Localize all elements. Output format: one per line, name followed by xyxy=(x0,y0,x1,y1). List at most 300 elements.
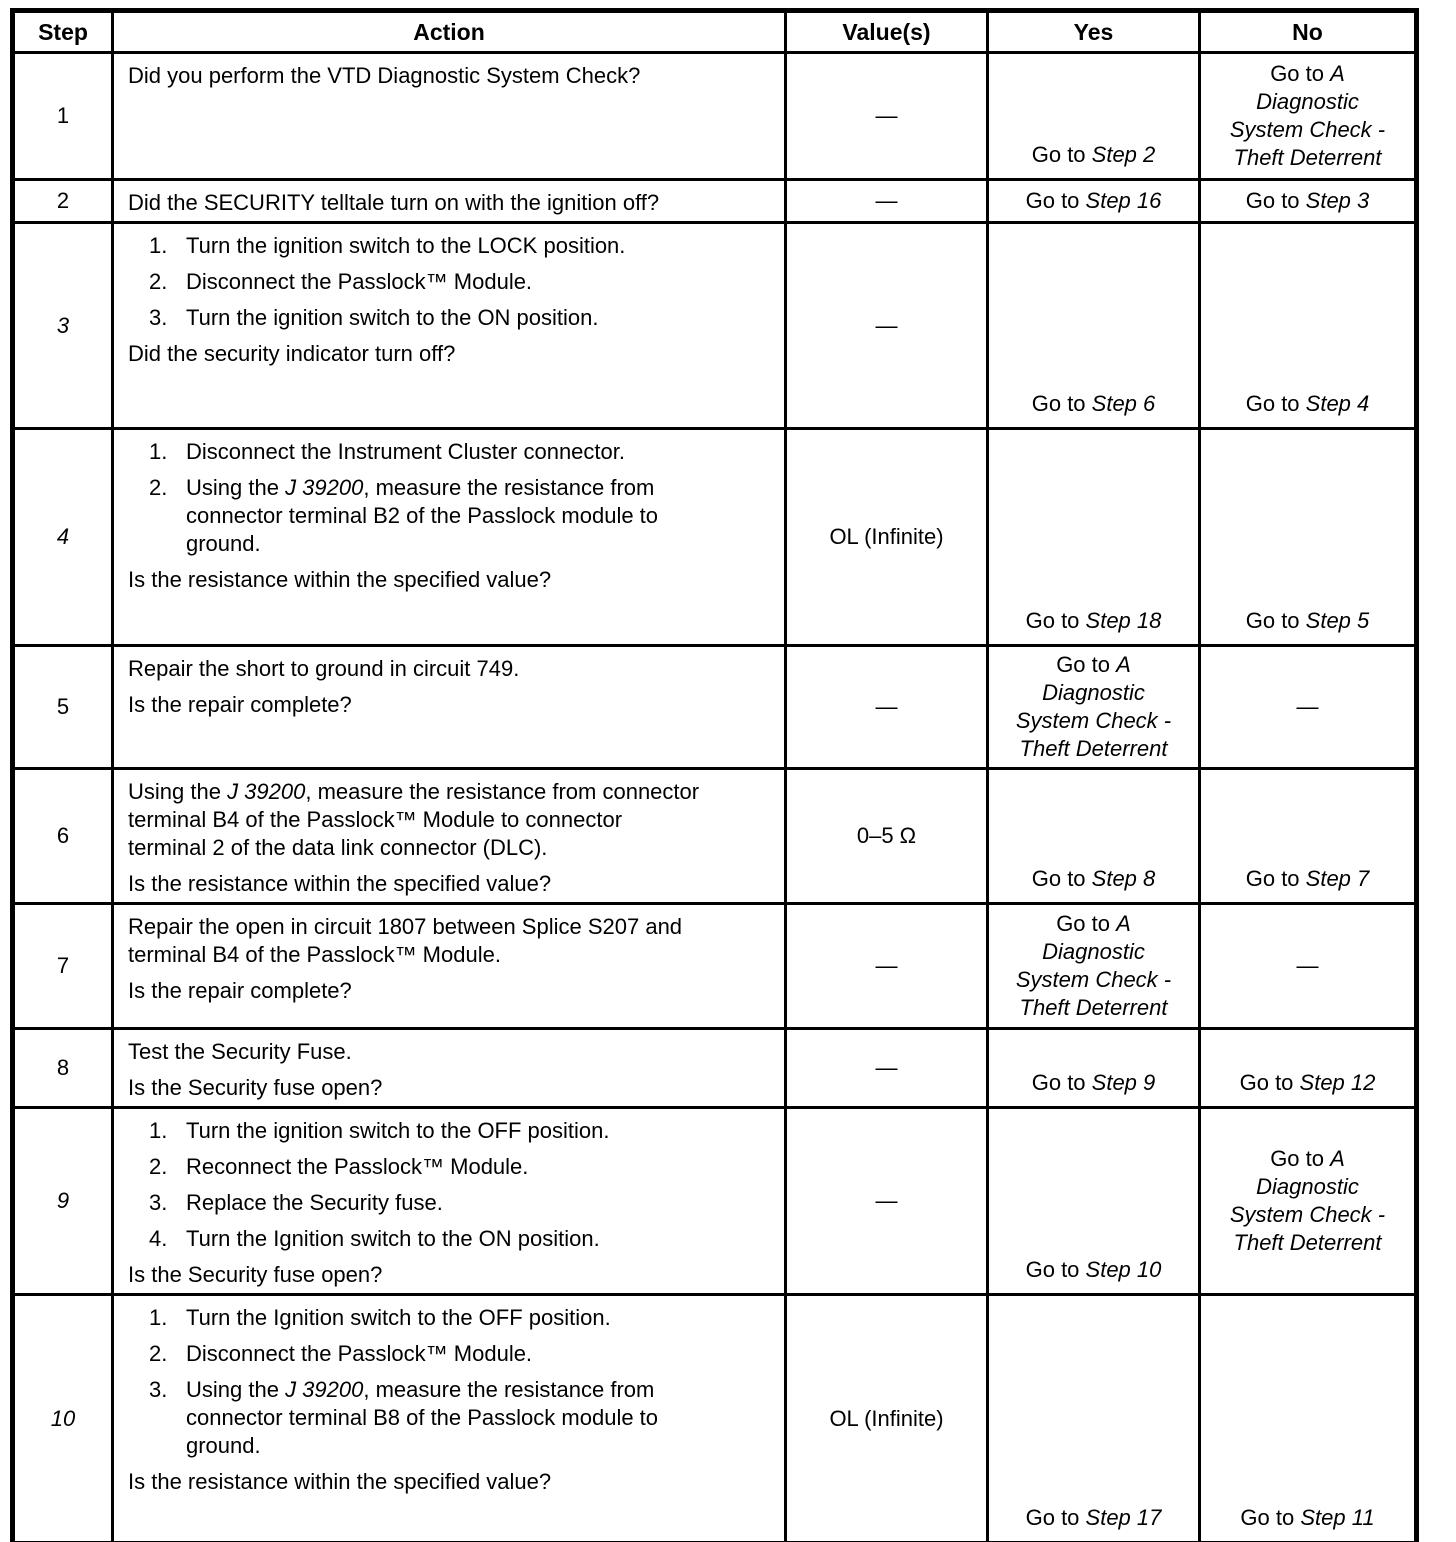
item-text xyxy=(186,1376,770,1460)
diagnostic-table xyxy=(10,8,1419,1542)
text-line xyxy=(128,62,770,90)
cell-line xyxy=(1209,88,1406,116)
yes-cell xyxy=(988,904,1200,1029)
no-cell xyxy=(1200,646,1417,769)
yes-cell xyxy=(988,180,1200,223)
action-paragraph xyxy=(128,1074,770,1102)
step-cell xyxy=(13,1295,113,1542)
text-segment: connector terminal B2 of the Passlock module to xyxy=(186,503,659,528)
text-line xyxy=(128,834,770,862)
table-row xyxy=(13,223,1417,429)
text-segment: Is the resistance within the specified value? xyxy=(128,567,552,592)
text-segment: Go to xyxy=(1025,1257,1086,1282)
text-segment: Step 18 xyxy=(1085,608,1162,633)
text-segment: Go to xyxy=(1270,61,1331,86)
action-paragraph xyxy=(128,62,770,90)
text-segment: , measure the resistance from xyxy=(363,475,655,500)
text-segment: 8 xyxy=(56,1055,70,1080)
value-cell xyxy=(786,1029,988,1108)
text-segment: — xyxy=(875,103,898,128)
step-cell xyxy=(13,53,113,180)
item-text xyxy=(186,1304,770,1332)
cell-line xyxy=(1209,1173,1406,1201)
cell-line xyxy=(997,141,1190,169)
cell-line xyxy=(1209,60,1406,88)
text-segment: Did you perform the VTD Diagnostic System Check? xyxy=(128,63,641,88)
text-segment: Step 11 xyxy=(1300,1505,1375,1530)
action-numbered-item xyxy=(128,1376,770,1460)
action-paragraph xyxy=(128,1261,770,1289)
action-paragraph xyxy=(128,566,770,594)
text-line xyxy=(128,1468,770,1496)
text-segment: Turn the ignition switch to the OFF position. xyxy=(186,1118,610,1143)
action-cell xyxy=(113,646,786,769)
cell-line xyxy=(997,679,1190,707)
cell-line xyxy=(795,822,978,850)
item-number: 1. xyxy=(149,233,168,258)
step-cell xyxy=(13,1108,113,1295)
cell-line xyxy=(795,312,978,340)
text-segment: A xyxy=(1116,911,1131,936)
text-line xyxy=(128,941,770,969)
text-segment: J 39200 xyxy=(285,1377,364,1402)
cell-line xyxy=(997,607,1190,635)
text-segment: ground. xyxy=(186,1433,261,1458)
cell-line xyxy=(795,693,978,721)
value-cell xyxy=(786,769,988,904)
text-segment: Is the resistance within the specified value? xyxy=(128,1469,552,1494)
text-segment: Diagnostic xyxy=(1256,1174,1359,1199)
text-segment: Diagnostic xyxy=(1042,939,1145,964)
text-segment: Is the Security fuse open? xyxy=(128,1262,383,1287)
table-row xyxy=(13,1029,1417,1108)
text-segment: J 39200 xyxy=(285,475,364,500)
cell-line xyxy=(795,1187,978,1215)
item-number: 4. xyxy=(149,1226,168,1251)
text-segment: Theft Deterrent xyxy=(1233,145,1382,170)
text-segment: 6 xyxy=(56,823,70,848)
text-segment: Go to xyxy=(1245,866,1306,891)
action-paragraph xyxy=(128,1038,770,1066)
text-segment: Repair the short to ground in circuit 749. xyxy=(128,656,520,681)
action-numbered-item xyxy=(128,232,770,260)
item-number: 3. xyxy=(149,1190,168,1215)
action-cell xyxy=(113,1108,786,1295)
text-segment: Turn the Ignition switch to the ON position. xyxy=(186,1226,600,1251)
text-segment: System Check - xyxy=(1229,1202,1386,1227)
text-segment: Step 6 xyxy=(1091,391,1156,416)
text-segment: Go to xyxy=(1031,142,1092,167)
yes-cell xyxy=(988,429,1200,646)
item-number: 1. xyxy=(149,1305,168,1330)
text-line xyxy=(186,1304,770,1332)
cell-line xyxy=(997,707,1190,735)
item-number: 1. xyxy=(149,439,168,464)
text-segment: Go to xyxy=(1245,391,1306,416)
text-line xyxy=(186,438,770,466)
text-line xyxy=(128,1074,770,1102)
text-line xyxy=(128,977,770,1005)
cell-line xyxy=(1209,1229,1406,1257)
text-segment: A xyxy=(1330,61,1345,86)
column-header-step: Step xyxy=(13,11,113,53)
step-cell xyxy=(13,223,113,429)
item-text xyxy=(186,1117,770,1145)
table-row xyxy=(13,1108,1417,1295)
text-segment: Did the security indicator turn off? xyxy=(128,341,456,366)
cell-line xyxy=(997,1504,1190,1532)
action-paragraph xyxy=(128,655,770,683)
text-segment: Go to xyxy=(1239,1070,1300,1095)
action-paragraph xyxy=(128,913,770,969)
text-segment: 4 xyxy=(56,524,70,549)
text-segment: Is the Security fuse open? xyxy=(128,1075,383,1100)
text-segment: Go to xyxy=(1025,1505,1086,1530)
yes-cell xyxy=(988,1295,1200,1542)
no-cell xyxy=(1200,769,1417,904)
value-cell xyxy=(786,180,988,223)
action-cell xyxy=(113,1295,786,1542)
item-text xyxy=(186,438,770,466)
item-text xyxy=(186,304,770,332)
text-segment: Go to xyxy=(1245,608,1306,633)
yes-cell xyxy=(988,646,1200,769)
no-cell xyxy=(1200,53,1417,180)
text-segment: — xyxy=(875,1188,898,1213)
text-segment: , measure the resistance from connector xyxy=(305,779,700,804)
no-cell xyxy=(1200,1295,1417,1542)
text-segment: Reconnect the Passlock™ Module. xyxy=(186,1154,529,1179)
cell-line xyxy=(795,1405,978,1433)
text-segment: Repair the open in circuit 1807 between Splice S207 and xyxy=(128,914,683,939)
value-cell xyxy=(786,223,988,429)
text-segment: OL (Infinite) xyxy=(829,1405,944,1431)
item-number: 2. xyxy=(149,269,168,294)
item-text xyxy=(186,1153,770,1181)
column-header-action: Action xyxy=(113,11,786,53)
action-cell xyxy=(113,53,786,180)
action-paragraph xyxy=(128,340,770,368)
action-cell xyxy=(113,223,786,429)
no-cell xyxy=(1200,223,1417,429)
cell-line xyxy=(795,952,978,980)
text-segment: terminal B4 of the Passlock™ Module to connector xyxy=(128,807,623,832)
text-segment: 10 xyxy=(50,1405,76,1431)
cell-line xyxy=(1209,1504,1406,1532)
text-segment: Theft Deterrent xyxy=(1233,1230,1382,1255)
text-segment: terminal 2 of the data link connector (DLC). xyxy=(128,835,548,860)
text-segment: Go to xyxy=(1245,188,1306,213)
cell-line xyxy=(1209,116,1406,144)
text-segment: Step 2 xyxy=(1091,142,1156,167)
text-segment: Go to xyxy=(1031,866,1092,891)
text-segment: Step 8 xyxy=(1091,866,1156,891)
cell-line xyxy=(1209,390,1406,418)
item-number: 3. xyxy=(149,305,168,330)
value-cell xyxy=(786,646,988,769)
cell-line xyxy=(795,187,978,215)
text-segment: Go to xyxy=(1025,188,1086,213)
column-header-no: No xyxy=(1200,11,1417,53)
text-segment: Replace the Security fuse. xyxy=(186,1190,443,1215)
text-segment: 7 xyxy=(56,953,70,978)
item-number: 1. xyxy=(149,1118,168,1143)
table-header xyxy=(13,11,1417,53)
action-numbered-item xyxy=(128,1117,770,1145)
text-segment: — xyxy=(875,694,898,719)
cell-line xyxy=(1209,865,1406,893)
text-line xyxy=(128,655,770,683)
text-segment: Step 5 xyxy=(1305,608,1370,633)
text-segment: System Check - xyxy=(1015,708,1172,733)
cell-line xyxy=(997,651,1190,679)
text-segment: Using the xyxy=(128,779,228,804)
text-line xyxy=(186,1225,770,1253)
table-row xyxy=(13,769,1417,904)
action-numbered-item xyxy=(128,474,770,558)
text-segment: Go to xyxy=(1270,1146,1331,1171)
header-row xyxy=(13,11,1417,53)
text-segment: Disconnect the Instrument Cluster connector. xyxy=(186,439,625,464)
item-number: 2. xyxy=(149,1341,168,1366)
action-cell xyxy=(113,180,786,223)
cell-line xyxy=(1209,1069,1406,1097)
text-line xyxy=(128,566,770,594)
item-text xyxy=(186,1340,770,1368)
cell-line xyxy=(997,910,1190,938)
cell-line xyxy=(997,187,1190,215)
text-line xyxy=(186,232,770,260)
step-cell xyxy=(13,769,113,904)
yes-cell xyxy=(988,769,1200,904)
table-row xyxy=(13,646,1417,769)
text-segment: Diagnostic xyxy=(1256,89,1359,114)
text-segment: 3 xyxy=(56,312,70,338)
item-text xyxy=(186,268,770,296)
text-line xyxy=(186,1376,770,1404)
text-line xyxy=(128,870,770,898)
text-segment: Did the SECURITY telltale turn on with the ignition off? xyxy=(128,190,660,215)
action-numbered-item xyxy=(128,1189,770,1217)
yes-cell xyxy=(988,1108,1200,1295)
item-number: 2. xyxy=(149,1154,168,1179)
action-paragraph xyxy=(128,189,770,217)
item-text xyxy=(186,232,770,260)
text-segment: Step 16 xyxy=(1085,188,1162,213)
action-numbered-item xyxy=(128,1153,770,1181)
text-line xyxy=(186,304,770,332)
text-segment: Is the resistance within the specified value? xyxy=(128,871,552,896)
text-segment: Go to xyxy=(1031,1070,1092,1095)
action-paragraph xyxy=(128,1468,770,1496)
value-cell xyxy=(786,1108,988,1295)
text-line xyxy=(186,1117,770,1145)
text-line xyxy=(128,913,770,941)
action-cell xyxy=(113,1029,786,1108)
text-segment: J 39200 xyxy=(227,779,306,804)
value-cell xyxy=(786,53,988,180)
text-segment: Turn the ignition switch to the ON position. xyxy=(186,305,599,330)
text-segment: OL (Infinite) xyxy=(829,524,944,549)
yes-cell xyxy=(988,223,1200,429)
text-segment: Step 10 xyxy=(1085,1257,1162,1282)
cell-line xyxy=(1209,952,1406,980)
table-row xyxy=(13,904,1417,1029)
text-segment: Disconnect the Passlock™ Module. xyxy=(186,269,533,294)
step-cell xyxy=(13,1029,113,1108)
no-cell xyxy=(1200,429,1417,646)
text-segment: Diagnostic xyxy=(1042,680,1145,705)
text-segment: System Check - xyxy=(1015,967,1172,992)
text-segment: Disconnect the Passlock™ Module. xyxy=(186,1341,533,1366)
item-number: 2. xyxy=(149,475,168,500)
text-segment: Using the xyxy=(186,475,286,500)
text-segment: Turn the Ignition switch to the OFF position. xyxy=(186,1305,611,1330)
cell-line xyxy=(997,1256,1190,1284)
text-line xyxy=(186,502,770,530)
column-header-yes: Yes xyxy=(988,11,1200,53)
action-numbered-item xyxy=(128,438,770,466)
table-body xyxy=(13,53,1417,1542)
action-paragraph xyxy=(128,977,770,1005)
text-segment: Step 3 xyxy=(1305,188,1370,213)
step-cell xyxy=(13,429,113,646)
text-segment: Go to xyxy=(1240,1505,1301,1530)
text-segment: 1 xyxy=(56,103,70,128)
text-line xyxy=(128,691,770,719)
text-line xyxy=(128,340,770,368)
text-segment: Step 9 xyxy=(1091,1070,1156,1095)
text-segment: Go to xyxy=(1031,391,1092,416)
cell-line xyxy=(997,966,1190,994)
cell-line xyxy=(1209,144,1406,172)
action-paragraph xyxy=(128,870,770,898)
table-row xyxy=(13,1295,1417,1542)
cell-line xyxy=(795,523,978,551)
action-paragraph xyxy=(128,691,770,719)
text-segment: Step 4 xyxy=(1305,391,1370,416)
text-line xyxy=(186,1340,770,1368)
item-text xyxy=(186,1225,770,1253)
step-cell xyxy=(13,180,113,223)
text-segment: Test the Security Fuse. xyxy=(128,1039,352,1064)
table-row xyxy=(13,53,1417,180)
text-line xyxy=(186,1404,770,1432)
no-cell xyxy=(1200,904,1417,1029)
text-line xyxy=(128,189,770,217)
text-segment: — xyxy=(875,953,898,978)
cell-line xyxy=(1209,693,1406,721)
cell-line xyxy=(997,994,1190,1022)
text-segment: Is the repair complete? xyxy=(128,692,352,717)
value-cell xyxy=(786,1295,988,1542)
cell-line xyxy=(997,735,1190,763)
action-cell xyxy=(113,769,786,904)
step-cell xyxy=(13,904,113,1029)
action-numbered-item xyxy=(128,1225,770,1253)
table-row xyxy=(13,180,1417,223)
text-segment: , measure the resistance from xyxy=(363,1377,655,1402)
action-numbered-item xyxy=(128,1340,770,1368)
text-segment: Go to xyxy=(1056,911,1117,936)
yes-cell xyxy=(988,1029,1200,1108)
cell-line xyxy=(1209,607,1406,635)
text-line xyxy=(186,1432,770,1460)
text-line xyxy=(128,806,770,834)
text-line xyxy=(186,1189,770,1217)
text-line xyxy=(128,1038,770,1066)
text-segment: Go to xyxy=(1056,652,1117,677)
table-row xyxy=(13,429,1417,646)
text-segment: — xyxy=(1296,953,1319,978)
text-segment: Using the xyxy=(186,1377,286,1402)
text-line xyxy=(186,1153,770,1181)
column-header-values: Value(s) xyxy=(786,11,988,53)
text-segment: — xyxy=(1296,694,1319,719)
cell-line xyxy=(795,1054,978,1082)
text-line xyxy=(128,1261,770,1289)
no-cell xyxy=(1200,1029,1417,1108)
text-segment: Theft Deterrent xyxy=(1019,736,1168,761)
cell-line xyxy=(1209,1145,1406,1173)
text-segment: Step 7 xyxy=(1305,866,1370,891)
text-segment: A xyxy=(1116,652,1131,677)
text-segment: Go to xyxy=(1025,608,1086,633)
item-text xyxy=(186,1189,770,1217)
action-cell xyxy=(113,904,786,1029)
text-segment: Is the repair complete? xyxy=(128,978,352,1003)
text-segment: terminal B4 of the Passlock™ Module. xyxy=(128,942,501,967)
text-line xyxy=(186,530,770,558)
text-segment: 0–5 Ω xyxy=(856,823,917,848)
cell-line xyxy=(997,390,1190,418)
cell-line xyxy=(1209,187,1406,215)
text-segment: 9 xyxy=(56,1188,70,1213)
text-segment: — xyxy=(875,312,898,338)
no-cell xyxy=(1200,180,1417,223)
action-cell xyxy=(113,429,786,646)
cell-line xyxy=(1209,1201,1406,1229)
text-line xyxy=(186,474,770,502)
cell-line xyxy=(795,102,978,130)
value-cell xyxy=(786,904,988,1029)
text-segment: 5 xyxy=(56,694,70,719)
text-segment: connector terminal B8 of the Passlock module to xyxy=(186,1405,659,1430)
value-cell xyxy=(786,429,988,646)
text-segment: ground. xyxy=(186,531,261,556)
step-cell xyxy=(13,646,113,769)
text-line xyxy=(186,268,770,296)
no-cell xyxy=(1200,1108,1417,1295)
action-paragraph xyxy=(128,778,770,862)
yes-cell xyxy=(988,53,1200,180)
cell-line xyxy=(997,938,1190,966)
text-segment: — xyxy=(875,1055,898,1080)
action-numbered-item xyxy=(128,268,770,296)
cell-line xyxy=(997,1069,1190,1097)
text-segment: Theft Deterrent xyxy=(1019,995,1168,1020)
text-segment: Turn the ignition switch to the LOCK position. xyxy=(186,233,626,258)
item-text xyxy=(186,474,770,558)
text-segment: A xyxy=(1330,1146,1345,1171)
text-segment: Step 17 xyxy=(1085,1505,1162,1530)
action-numbered-item xyxy=(128,1304,770,1332)
text-segment: 2 xyxy=(56,188,70,213)
action-numbered-item xyxy=(128,304,770,332)
cell-line xyxy=(997,865,1190,893)
text-segment: System Check - xyxy=(1229,117,1386,142)
item-number: 3. xyxy=(149,1377,168,1402)
